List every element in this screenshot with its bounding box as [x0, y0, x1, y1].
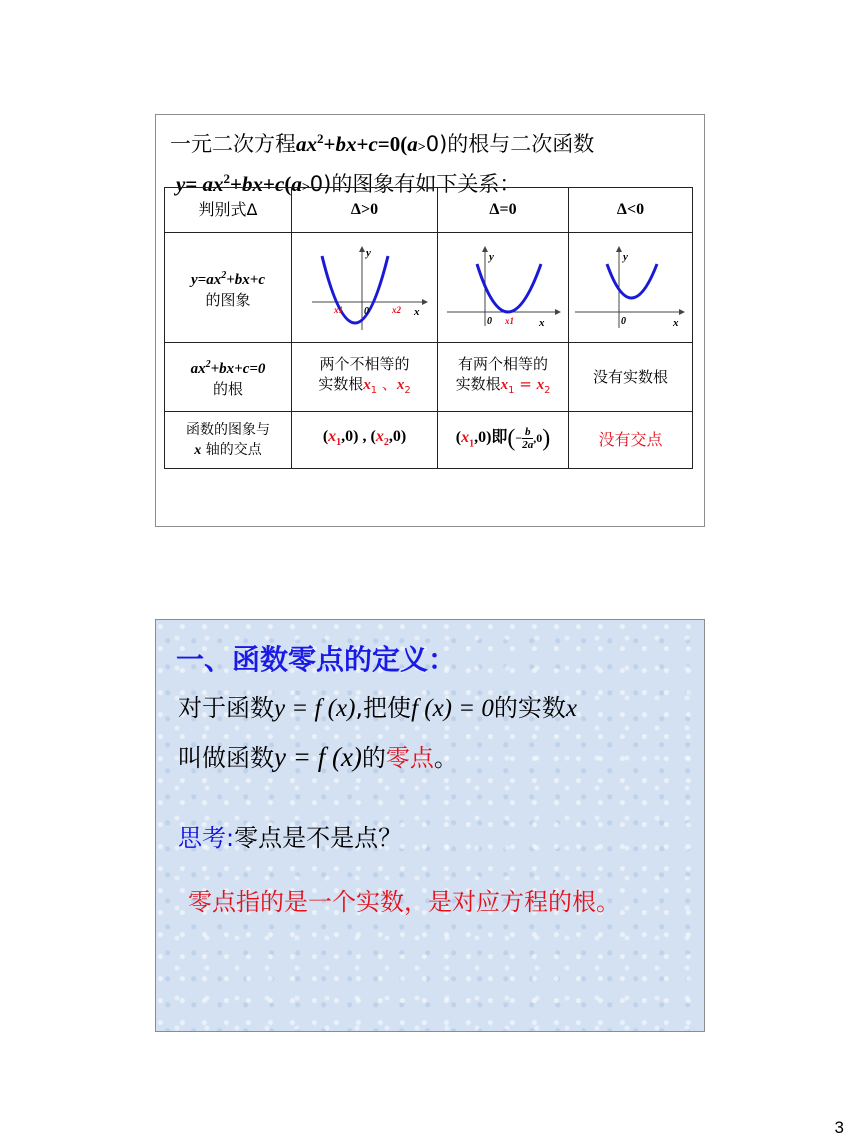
row-label-graph: $y=ax^2+bx+c$ 的图象 [165, 233, 292, 343]
x-axis-label: x [413, 305, 419, 318]
origin-label: 0 [487, 315, 492, 327]
intersections-one: $(x_1,0)$即(− $\frac{b}{2a}$ ,0) [438, 412, 569, 469]
think-question: 思考:零点是不是点？ [178, 824, 403, 852]
graph-no-root [569, 233, 693, 343]
table-header-row [165, 188, 693, 233]
table-row-intersections [165, 412, 693, 469]
row-label-roots: $ax^2+bx+c=0$ 的根 [165, 343, 292, 412]
parabola-graph-no-root [573, 242, 689, 334]
graph-two-roots [292, 233, 438, 343]
y-axis-label: y [365, 246, 371, 259]
root-x2-label: x2 [391, 304, 401, 315]
roots-two-equal: 有两个相等的 实数根$x_1 = x_2$ [438, 343, 569, 412]
header-delta-positive: Δ>0 [292, 188, 438, 233]
root-x1-label: x1 [505, 315, 514, 326]
origin-label: 0 [620, 315, 626, 327]
page-number: 3 [834, 1118, 844, 1137]
parabola-graph-two-roots [300, 242, 430, 334]
x-axis-label: x [539, 316, 545, 329]
definition-line-2: 叫做函数y = f (x)的零点。 [178, 742, 458, 772]
header-delta-zero: Δ=0 [438, 188, 569, 233]
y-axis-label: y [489, 250, 494, 263]
roots-two-distinct: 两个不相等的 实数根$x_1$ 、$x_2$ [292, 343, 438, 412]
think-answer: 零点指的是一个实数，是对应方程的根。 [188, 888, 620, 916]
table-row-roots [165, 343, 693, 412]
y-axis-label: y [622, 250, 628, 263]
definition-heading: 一、函数零点的定义： [176, 643, 457, 676]
slide-roots-relation [155, 114, 705, 527]
discriminant-table [164, 187, 693, 469]
origin-label: 0 [363, 305, 369, 317]
intersections-none: 没有交点 [569, 412, 693, 469]
parabola-graph-one-root [443, 242, 563, 334]
row-label-intersections: 函数的图象与 x 轴的交点 [165, 412, 292, 469]
header-delta-negative: Δ<0 [569, 188, 693, 233]
table-row-graphs [165, 233, 693, 343]
root-x1-label: x1 [333, 304, 343, 315]
title-line-2: $y= ax^2+bx+c(a>0)$的图象有如下关系： [176, 171, 521, 196]
intersections-two: $(x_1,0)$ , $(x_2,0)$ [292, 412, 438, 469]
slide-zero-definition [155, 619, 705, 1032]
x-axis-label: x [672, 316, 678, 329]
header-discriminant: 判别式Δ [165, 188, 292, 233]
definition-line-1: 对于函数y = f (x),把使f (x) = 0的实数x [178, 694, 577, 722]
graph-one-root [438, 233, 569, 343]
roots-none: 没有实数根 [569, 343, 693, 412]
title-line-1: 一元二次方程$ax^2+bx+c=0(a>0)$的根与二次函数 [170, 131, 595, 156]
